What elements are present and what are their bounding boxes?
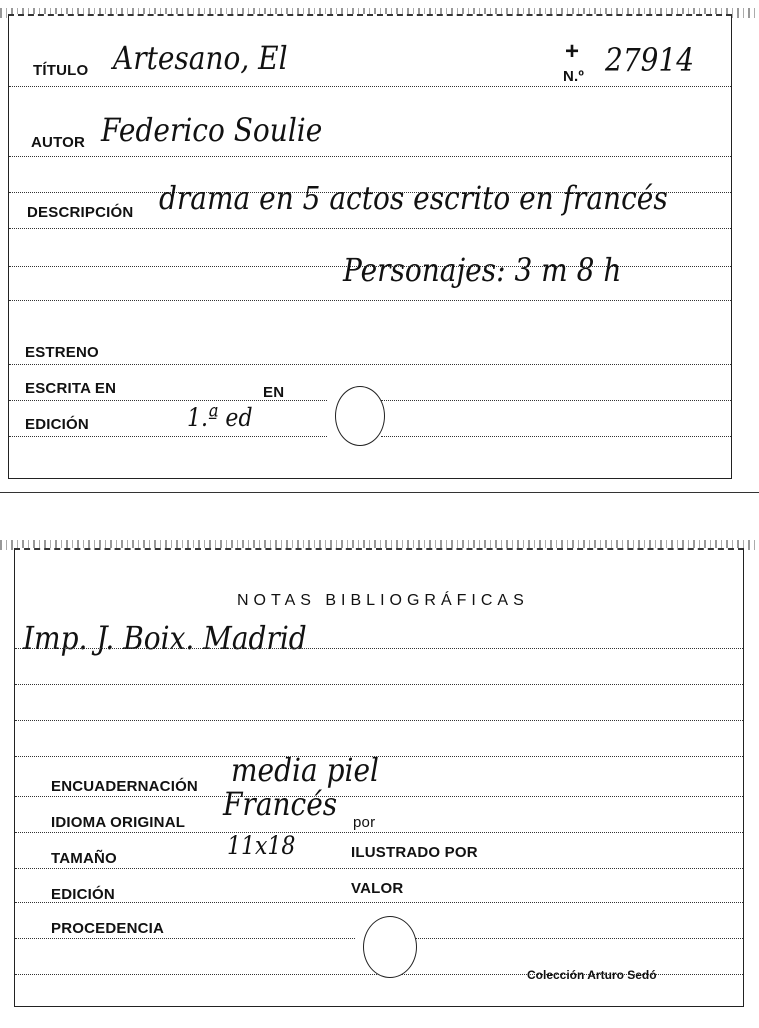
rule	[15, 796, 743, 797]
rule	[9, 86, 731, 87]
en-label: EN	[263, 384, 285, 401]
card-separator	[0, 492, 759, 493]
notas-title: NOTAS BIBLIOGRÁFICAS	[237, 592, 529, 609]
edicion-value: 1.ª ed	[187, 404, 253, 433]
cross-mark: +	[565, 38, 580, 65]
rule	[9, 156, 731, 157]
rule	[15, 648, 743, 649]
rule	[381, 436, 731, 437]
catalog-card-back	[14, 548, 744, 1007]
personajes-value: Personajes: 3 m 8 h	[343, 251, 622, 289]
ilustrado-label: ILUSTRADO POR	[351, 844, 478, 861]
numero-label: N.º	[563, 68, 585, 85]
rule	[15, 902, 743, 903]
rule	[15, 720, 743, 721]
notas-value: Imp. J. Boix. Madrid	[23, 619, 307, 657]
rule	[381, 400, 731, 401]
idioma-label: IDIOMA ORIGINAL	[51, 814, 186, 831]
numero-value: 27914	[605, 41, 695, 79]
tamano-value: 11x18	[227, 832, 296, 861]
punch-hole	[363, 916, 417, 978]
autor-label: AUTOR	[31, 134, 86, 151]
rule	[9, 300, 731, 301]
descripcion-value: drama en 5 actos escrito en francés	[159, 179, 668, 217]
procedencia-label: PROCEDENCIA	[51, 920, 165, 937]
catalog-card-front	[8, 14, 732, 479]
tamano-label: TAMAÑO	[51, 850, 117, 867]
rule	[9, 228, 731, 229]
autor-value: Federico Soulie	[101, 111, 323, 149]
rule	[9, 364, 731, 365]
encuadernacion-value: media piel	[231, 751, 379, 789]
collection-credit: Colección Arturo Sedó	[527, 968, 657, 982]
rule	[15, 684, 743, 685]
estreno-label: ESTRENO	[25, 344, 99, 361]
por-label: por	[353, 814, 376, 831]
rule	[415, 938, 743, 939]
rule	[15, 832, 743, 833]
rule	[9, 436, 327, 437]
descripcion-label: DESCRIPCIÓN	[27, 204, 134, 221]
rule	[15, 756, 743, 757]
escrita-en-label: ESCRITA EN	[25, 380, 117, 397]
rule	[15, 938, 355, 939]
edicion-label: EDICIÓN	[25, 416, 89, 433]
idioma-value: Francés	[223, 785, 338, 823]
valor-label: VALOR	[351, 880, 404, 897]
punch-hole	[335, 386, 385, 446]
titulo-label: TÍTULO	[33, 62, 89, 79]
titulo-value: Artesano, El	[113, 39, 288, 77]
edicion-label-back: EDICIÓN	[51, 886, 115, 903]
rule	[15, 868, 743, 869]
encuadernacion-label: ENCUADERNACIÓN	[51, 778, 198, 795]
